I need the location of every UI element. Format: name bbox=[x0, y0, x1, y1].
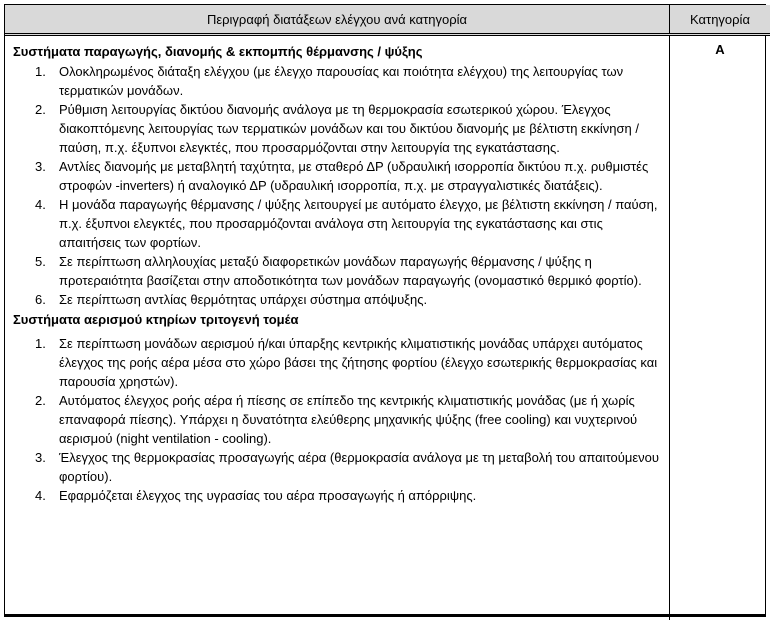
item-text: Σε περίπτωση αλληλουχίας μεταξύ διαφορετικών μονάδων παραγωγής θέρμανσης / ψύξης η προτεραιότητα βασίζεται στην αποδοτικότητα των μονάδων παραγωγής (ονομαστικό θερμικό φορτίο). bbox=[59, 254, 642, 288]
item-number: 3. bbox=[35, 159, 46, 174]
header-category: Κατηγορία bbox=[670, 5, 771, 35]
item-text: Ολοκληρωμένος διάταξη ελέγχου (με έλεγχο παρουσίας και ποιότητα ελέγχου) της λειτουργίας των τερματικών μονάδων. bbox=[59, 64, 624, 98]
item-number: 3. bbox=[35, 450, 46, 465]
section-title-heating-cooling: Συστήματα παραγωγής, διανομής & εκπομπής θέρμανσης / ψύξης bbox=[13, 44, 423, 59]
list-item bbox=[13, 157, 669, 195]
header-description: Περιγραφή διατάξεων ελέγχου ανά κατηγορία bbox=[5, 5, 670, 35]
item-number: 1. bbox=[35, 64, 46, 79]
bottom-double-rule bbox=[4, 614, 766, 617]
item-text: Αντλίες διανομής με μεταβλητή ταχύτητα, με σταθερό ΔP (υδραυλική ισορροπία δικτύου π.χ. ρυθμιστές στροφών -inverters) ή αναλογικό ΔP (υδραυλική ισορροπία, π.χ. με στραγγαλιστικές διατάξεις). bbox=[59, 159, 649, 193]
list-item bbox=[13, 252, 669, 290]
control-devices-table bbox=[4, 4, 766, 616]
table-header-row bbox=[5, 5, 770, 35]
item-number: 5. bbox=[35, 254, 46, 269]
section-title-ventilation: Συστήματα αερισμού κτηρίων τριτογενή τομέα bbox=[13, 312, 299, 327]
item-text: Η μονάδα παραγωγής θέρμανσης / ψύξης λειτουργεί με αυτόματο έλεγχο, με βέλτιστη εκκίνηση / παύση, π.χ. έξυπνοι ελεγκτές, που προσαρμόζονται ανάλογα στη λειτουργία της εγκατάστασης και στις απαιτήσεις των φορτίων. bbox=[59, 197, 658, 250]
table-grid bbox=[5, 5, 770, 620]
description-cell bbox=[5, 35, 670, 621]
item-text: Σε περίπτωση αντλίας θερμότητας υπάρχει σύστημα απόψυξης. bbox=[59, 292, 428, 307]
item-text: Αυτόματος έλεγχος ροής αέρα ή πίεσης σε επίπεδο της κεντρικής κλιματιστικής μονάδας (με ή χωρίς επαναφορά πίεσης). Υπάρχει η δυνατότητα ελεύθερης μηχανικής ψύξης (free cooling) και νυχτερινού αερισμού (night ventilation - cooling). bbox=[59, 393, 638, 446]
table-body-row bbox=[5, 35, 770, 621]
item-number: 1. bbox=[35, 336, 46, 351]
category-value: A bbox=[715, 42, 725, 57]
item-number: 2. bbox=[35, 102, 46, 117]
item-text: Έλεγχος της θερμοκρασίας προσαγωγής αέρα (θερμοκρασία ανάλογα με τη μεταβολή του απαιτούμενου φορτίου). bbox=[59, 450, 659, 484]
heating-cooling-list bbox=[13, 62, 669, 309]
list-item bbox=[13, 448, 669, 486]
list-item bbox=[13, 62, 669, 100]
list-item bbox=[13, 100, 669, 157]
item-text: Εφαρμόζεται έλεγχος της υγρασίας του αέρα προσαγωγής ή απόρριψης. bbox=[59, 488, 477, 503]
ventilation-list bbox=[13, 334, 669, 505]
list-item bbox=[13, 195, 669, 252]
list-item bbox=[13, 391, 669, 448]
item-number: 6. bbox=[35, 292, 46, 307]
item-text: Ρύθμιση λειτουργίας δικτύου διανομής ανάλογα με τη θερμοκρασία εσωτερικού χώρου. Έλεγχος διακοπτόμενης λειτουργίας των τερματικών μονάδων και του δικτύου διανομής με βέλτιστη εκκίνηση / παύση, π.χ. έξυπνοι ελεγκτές, που προσαρμόζονται στην λειτουργία της εγκατάστασης. bbox=[59, 102, 639, 155]
list-item bbox=[13, 334, 669, 391]
item-text: Σε περίπτωση μονάδων αερισμού ή/και ύπαρξης κεντρικής κλιματιστικής μονάδας υπάρχει αυτόματος έλεγχος της ροής αέρα μέσα στο χώρο βάσει της ζήτησης φορτίου (έλεγχο εσωτερικής θερμοκρασίας και παρουσία χρηστών). bbox=[59, 336, 658, 389]
item-number: 4. bbox=[35, 488, 46, 503]
item-number: 4. bbox=[35, 197, 46, 212]
item-number: 2. bbox=[35, 393, 46, 408]
list-item bbox=[13, 290, 669, 309]
list-item bbox=[13, 486, 669, 505]
